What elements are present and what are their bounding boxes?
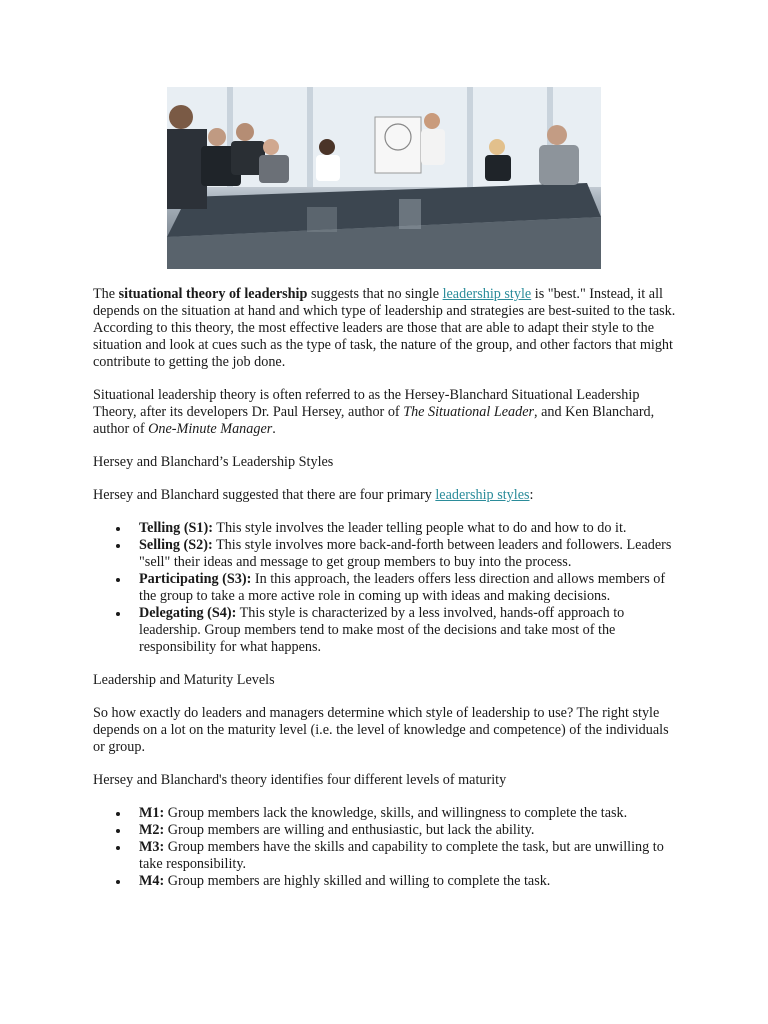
bold-term: situational theory of leadership xyxy=(118,286,308,302)
heading-maturity-levels: Leadership and Maturity Levels xyxy=(93,672,275,688)
paragraph-history: Situational leadership theory is often referred to as the Hersey-Blanchard Situational Leadership Theory, after its developers Dr. Paul Hersey, author of The Situational Leader, and Ken Blanchard, author of One-Minute Manager. xyxy=(93,387,655,437)
list-item-m4: M4: Group members are highly skilled and willing to complete the task. xyxy=(93,873,683,890)
list-item-participating: Participating (S3): In this approach, the leaders offers less direction and allows members of the group to take a more active role in coming up with ideas and making decisions. xyxy=(93,571,683,605)
leadership-styles-list xyxy=(93,520,683,656)
paragraph-maturity-intro: Hersey and Blanchard's theory identifies four different levels of maturity xyxy=(93,772,507,788)
meeting-photo xyxy=(167,87,601,269)
paragraph-styles-intro: Hersey and Blanchard suggested that there are four primary leadership styles: xyxy=(93,487,534,503)
list-item-m2: M2: Group members are willing and enthusiastic, but lack the ability. xyxy=(93,822,683,839)
article-body xyxy=(93,286,683,906)
paragraph-intro: The situational theory of leadership suggests that no single leadership style is "best." Instead, it all depends on the situation at hand and which type of leadership and strategies are best-suited to the task. According to this theory, the most effective leaders are those that are able to adapt their style to the situation and look at cues such as the type of task, the nature of the group, and other factors that might contribute to getting the job done. xyxy=(93,286,676,370)
list-item-m3: M3: Group members have the skills and capability to complete the task, but are unwilling to take responsibility. xyxy=(93,839,683,873)
book-title-situational-leader: The Situational Leader xyxy=(403,404,535,420)
heading-leadership-styles: Hersey and Blanchard’s Leadership Styles xyxy=(93,454,334,470)
book-title-one-minute-manager: One-Minute Manager xyxy=(148,421,273,437)
list-item-telling: Telling (S1): This style involves the leader telling people what to do and how to do it. xyxy=(93,520,683,537)
meeting-photo-illustration xyxy=(167,87,601,269)
maturity-levels-list xyxy=(93,805,683,890)
link-leadership-style[interactable]: leadership style xyxy=(442,286,532,302)
list-item-delegating: Delegating (S4): This style is characterized by a less involved, hands-off approach to leadership. Group members tend to make most of the decisions and take most of the responsibility for what happens. xyxy=(93,605,683,656)
list-item-m1: M1: Group members lack the knowledge, skills, and willingness to complete the task. xyxy=(93,805,683,822)
paragraph-maturity-question: So how exactly do leaders and managers determine which style of leadership to use? The right style depends on a lot on the maturity level (i.e. the level of knowledge and competence) of the individuals or group. xyxy=(93,705,669,755)
link-leadership-styles[interactable]: leadership styles xyxy=(435,487,530,503)
list-item-selling: Selling (S2): This style involves more back-and-forth between leaders and followers. Leaders "sell" their ideas and message to get group members to buy into the process. xyxy=(93,537,683,571)
